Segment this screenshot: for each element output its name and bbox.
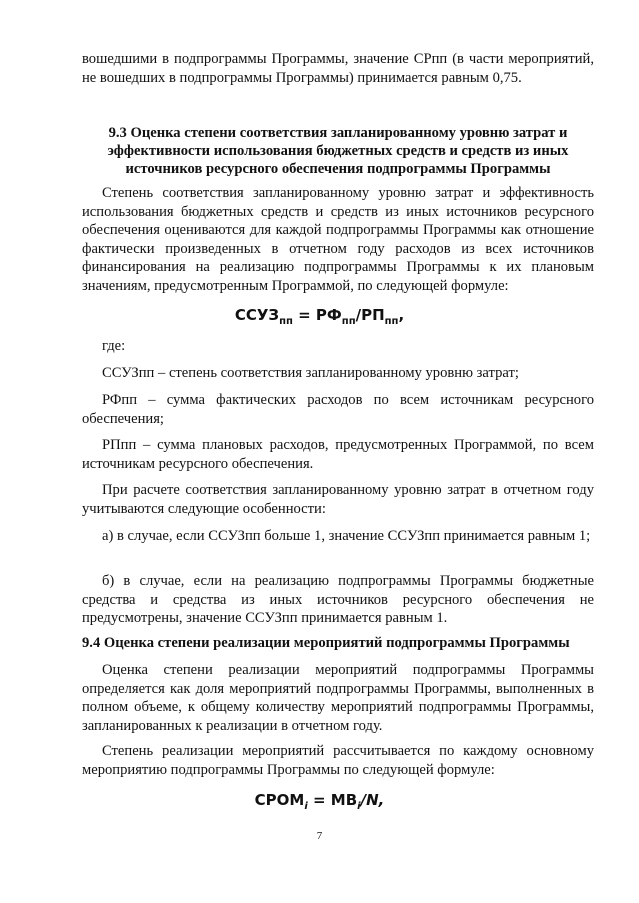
where-label: где: — [102, 338, 126, 354]
formula-srom-tail: /N, — [360, 791, 385, 809]
formula-srom-lhs-sub: i — [304, 801, 308, 812]
formula-ssuz-eq: = РФ — [292, 306, 342, 324]
page-number: 7 — [316, 830, 323, 842]
definition-rp: РПпп – сумма плановых расходов, предусмотренных Программой, по всем источникам ресурсного обеспечения. — [82, 437, 594, 472]
formula-srom — [0, 791, 639, 812]
definition-rf: РФпп – сумма фактических расходов по всем источникам ресурсного обеспечения; — [82, 392, 594, 427]
item-b: б) в случае, если на реализацию подпрограммы Программы бюджетные средства и средства из иных источников ресурсного обеспечения не предусмотрены, значение ССУЗпп принимается равным 1. — [82, 573, 594, 626]
formula-ssuz-div: /РП — [355, 306, 385, 324]
paragraph-features: При расчете соответствия запланированному уровню затрат в отчетном году учитываются следующие особенности: — [82, 482, 594, 517]
formula-ssuz-rhs-sub: пп — [384, 316, 399, 327]
formula-ssuz-tail: , — [398, 306, 405, 324]
intro-paragraph: вошедшими в подпрограммы Программы, значение СРпп (в части мероприятий, не вошедших в подпрограммы Программы) принимается равным 0,75. — [82, 51, 594, 86]
formula-ssuz-lhs: ССУЗ — [234, 306, 280, 324]
section-heading-9-4: 9.4 Оценка степени реализации мероприятий подпрограммы Программы — [82, 635, 570, 651]
formula-srom-eq: = МВ — [307, 791, 358, 809]
formula-srom-lhs: СРОМ — [254, 791, 305, 809]
formula-srom-mid-sub: i — [357, 801, 361, 812]
paragraph-cost-compliance: Степень соответствия запланированному уровню затрат и эффективность использования бюджетных средств и средств из иных источников ресурсного обеспечения оцениваются для каждой подпрограммы Программы как отношение фактически произведенных в отчетном году расходов из всех источников финансирования на реализацию подпрограммы Программы к их плановым значениям, предусмотренным Программой, по следующей формуле: — [82, 185, 594, 294]
section-heading-9-3: 9.3 Оценка степени соответствия запланированному уровню затрат и эффективности использования бюджетных средств и средств из иных источников ресурсного обеспечения подпрограммы Программы — [107, 125, 569, 177]
item-a: а) в случае, если ССУЗпп больше 1, значение ССУЗпп принимается равным 1; — [102, 528, 591, 544]
formula-ssuz-lhs-sub: пп — [279, 316, 293, 327]
paragraph-activity-assessment: Оценка степени реализации мероприятий подпрограммы Программы определяется как доля мероприятий подпрограммы Программы, выполненных в полном объеме, к общему количеству мероприятий подпрограммы Программы, запланированных к реализации в отчетном году. — [82, 662, 594, 734]
formula-ssuz — [0, 306, 639, 327]
paragraph-activity-calc: Степень реализации мероприятий рассчитывается по каждому основному мероприятию подпрограммы Программы по следующей формуле: — [82, 743, 594, 778]
formula-ssuz-mid-sub: пп — [341, 316, 356, 327]
definition-ssuz: ССУЗпп – степень соответствия запланированному уровню затрат; — [102, 365, 519, 381]
